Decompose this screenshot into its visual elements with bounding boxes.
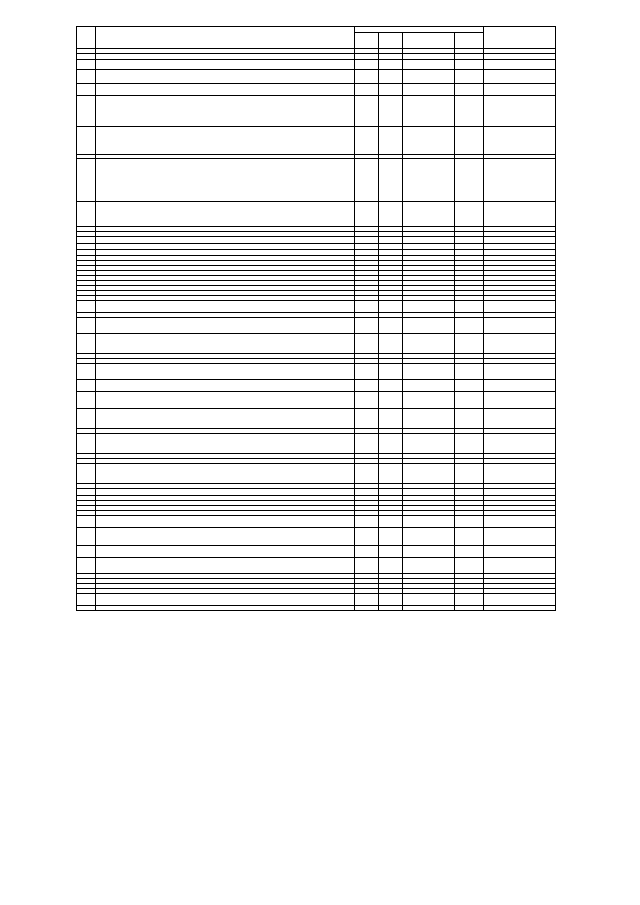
cell-sum <box>484 318 556 334</box>
table-row <box>77 70 556 84</box>
cell-grbs <box>354 380 378 392</box>
cell-target <box>402 392 455 409</box>
header-section <box>378 33 402 49</box>
cell-sum <box>484 516 556 528</box>
cell-type <box>455 334 484 354</box>
cell-name <box>96 528 355 546</box>
cell-grbs <box>354 364 378 380</box>
cell-number <box>77 516 96 528</box>
cell-grbs <box>354 464 378 484</box>
cell-grbs <box>354 334 378 354</box>
cell-section <box>378 409 402 429</box>
cell-number <box>77 301 96 313</box>
cell-number <box>77 96 96 127</box>
cell-section <box>378 334 402 354</box>
cell-grbs <box>354 301 378 313</box>
cell-target <box>402 464 455 484</box>
cell-section <box>378 96 402 127</box>
cell-sum <box>484 464 556 484</box>
cell-type <box>455 558 484 574</box>
cell-name <box>96 96 355 127</box>
cell-grbs <box>354 60 378 70</box>
cell-section <box>378 528 402 546</box>
table-row <box>77 96 556 127</box>
cell-target <box>402 409 455 429</box>
cell-grbs <box>354 237 378 244</box>
cell-type <box>455 380 484 392</box>
cell-number <box>77 558 96 574</box>
cell-grbs <box>354 96 378 127</box>
cell-number <box>77 127 96 155</box>
table-row <box>77 237 556 244</box>
cell-number <box>77 528 96 546</box>
cell-sum <box>484 202 556 227</box>
table-body <box>77 54 556 611</box>
table-row <box>77 558 556 574</box>
cell-sum <box>484 237 556 244</box>
cell-sum <box>484 546 556 558</box>
cell-name <box>96 546 355 558</box>
table-row <box>77 60 556 70</box>
table-row <box>77 392 556 409</box>
cell-name <box>96 594 355 606</box>
cell-type <box>455 237 484 244</box>
cell-number <box>77 334 96 354</box>
cell-number <box>77 237 96 244</box>
cell-target <box>402 127 455 155</box>
cell-target <box>402 489 455 496</box>
cell-grbs <box>354 202 378 227</box>
cell-type <box>455 364 484 380</box>
cell-name <box>96 318 355 334</box>
cell-sum <box>484 364 556 380</box>
cell-name <box>96 127 355 155</box>
cell-sum <box>484 96 556 127</box>
cell-grbs <box>354 159 378 202</box>
cell-section <box>378 237 402 244</box>
cell-sum <box>484 558 556 574</box>
cell-section <box>378 489 402 496</box>
table-row <box>77 528 556 546</box>
cell-number <box>77 202 96 227</box>
cell-number <box>77 392 96 409</box>
cell-target <box>402 237 455 244</box>
cell-name <box>96 84 355 96</box>
cell-name <box>96 516 355 528</box>
cell-section <box>378 84 402 96</box>
cell-sum <box>484 489 556 496</box>
cell-section <box>378 60 402 70</box>
table-row <box>77 301 556 313</box>
cell-type <box>455 127 484 155</box>
cell-target <box>402 159 455 202</box>
cell-name <box>96 464 355 484</box>
cell-target <box>402 96 455 127</box>
table-row <box>77 127 556 155</box>
cell-target <box>402 380 455 392</box>
cell-target <box>402 318 455 334</box>
cell-name <box>96 159 355 202</box>
cell-name <box>96 380 355 392</box>
cell-sum <box>484 409 556 429</box>
cell-sum <box>484 159 556 202</box>
cell-type <box>455 301 484 313</box>
cell-number <box>77 84 96 96</box>
cell-target <box>402 606 455 611</box>
cell-section <box>378 464 402 484</box>
table-row <box>77 159 556 202</box>
cell-target <box>402 202 455 227</box>
cell-sum <box>484 392 556 409</box>
cell-grbs <box>354 546 378 558</box>
table-row <box>77 364 556 380</box>
cell-type <box>455 392 484 409</box>
cell-grbs <box>354 70 378 84</box>
cell-target <box>402 546 455 558</box>
cell-grbs <box>354 318 378 334</box>
cell-grbs <box>354 409 378 429</box>
cell-number <box>77 364 96 380</box>
cell-type <box>455 594 484 606</box>
cell-sum <box>484 60 556 70</box>
cell-type <box>455 516 484 528</box>
cell-type <box>455 464 484 484</box>
cell-name <box>96 392 355 409</box>
cell-section <box>378 434 402 454</box>
table-row <box>77 434 556 454</box>
cell-target <box>402 528 455 546</box>
cell-name <box>96 202 355 227</box>
cell-type <box>455 202 484 227</box>
cell-section <box>378 127 402 155</box>
cell-type <box>455 318 484 334</box>
cell-sum <box>484 434 556 454</box>
cell-section <box>378 516 402 528</box>
cell-type <box>455 489 484 496</box>
header-target <box>402 33 455 49</box>
cell-target <box>402 516 455 528</box>
cell-target <box>402 594 455 606</box>
cell-number <box>77 409 96 429</box>
cell-name <box>96 558 355 574</box>
cell-grbs <box>354 528 378 546</box>
cell-section <box>378 159 402 202</box>
cell-grbs <box>354 558 378 574</box>
cell-section <box>378 318 402 334</box>
cell-sum <box>484 301 556 313</box>
header-number <box>77 27 96 49</box>
cell-name <box>96 70 355 84</box>
table-row <box>77 594 556 606</box>
cell-grbs <box>354 516 378 528</box>
cell-sum <box>484 606 556 611</box>
cell-name <box>96 489 355 496</box>
cell-type <box>455 546 484 558</box>
header-grbs <box>354 33 378 49</box>
cell-grbs <box>354 84 378 96</box>
cell-number <box>77 159 96 202</box>
cell-name <box>96 434 355 454</box>
cell-target <box>402 84 455 96</box>
cell-sum <box>484 528 556 546</box>
table-row <box>77 464 556 484</box>
budget-table <box>76 26 556 611</box>
cell-name <box>96 237 355 244</box>
table-row <box>77 409 556 429</box>
cell-sum <box>484 380 556 392</box>
cell-section <box>378 70 402 84</box>
cell-name <box>96 606 355 611</box>
cell-number <box>77 489 96 496</box>
table-row <box>77 516 556 528</box>
cell-section <box>378 380 402 392</box>
cell-name <box>96 364 355 380</box>
cell-target <box>402 434 455 454</box>
table-row <box>77 606 556 611</box>
cell-section <box>378 301 402 313</box>
cell-number <box>77 70 96 84</box>
cell-section <box>378 202 402 227</box>
cell-type <box>455 84 484 96</box>
cell-target <box>402 334 455 354</box>
cell-number <box>77 546 96 558</box>
header-name <box>96 27 355 49</box>
cell-sum <box>484 84 556 96</box>
table-row <box>77 380 556 392</box>
cell-number <box>77 380 96 392</box>
cell-target <box>402 60 455 70</box>
cell-grbs <box>354 594 378 606</box>
cell-sum <box>484 70 556 84</box>
cell-section <box>378 364 402 380</box>
cell-grbs <box>354 392 378 409</box>
table-row <box>77 489 556 496</box>
table-row <box>77 546 556 558</box>
table-row <box>77 202 556 227</box>
cell-sum <box>484 127 556 155</box>
cell-number <box>77 464 96 484</box>
cell-section <box>378 606 402 611</box>
cell-sum <box>484 334 556 354</box>
cell-number <box>77 434 96 454</box>
header-type <box>455 33 484 49</box>
cell-section <box>378 594 402 606</box>
cell-target <box>402 558 455 574</box>
cell-target <box>402 301 455 313</box>
cell-grbs <box>354 434 378 454</box>
table-row <box>77 334 556 354</box>
header-sum <box>484 27 556 49</box>
cell-type <box>455 606 484 611</box>
cell-type <box>455 70 484 84</box>
cell-grbs <box>354 606 378 611</box>
cell-type <box>455 60 484 70</box>
cell-number <box>77 594 96 606</box>
cell-number <box>77 606 96 611</box>
cell-type <box>455 434 484 454</box>
cell-section <box>378 558 402 574</box>
cell-target <box>402 364 455 380</box>
table-row <box>77 318 556 334</box>
cell-name <box>96 301 355 313</box>
cell-type <box>455 159 484 202</box>
cell-type <box>455 96 484 127</box>
cell-name <box>96 334 355 354</box>
cell-number <box>77 318 96 334</box>
cell-section <box>378 546 402 558</box>
cell-section <box>378 392 402 409</box>
cell-type <box>455 409 484 429</box>
cell-grbs <box>354 127 378 155</box>
cell-type <box>455 528 484 546</box>
cell-number <box>77 60 96 70</box>
cell-target <box>402 70 455 84</box>
table-row <box>77 84 556 96</box>
cell-grbs <box>354 489 378 496</box>
cell-name <box>96 60 355 70</box>
cell-sum <box>484 594 556 606</box>
cell-name <box>96 409 355 429</box>
